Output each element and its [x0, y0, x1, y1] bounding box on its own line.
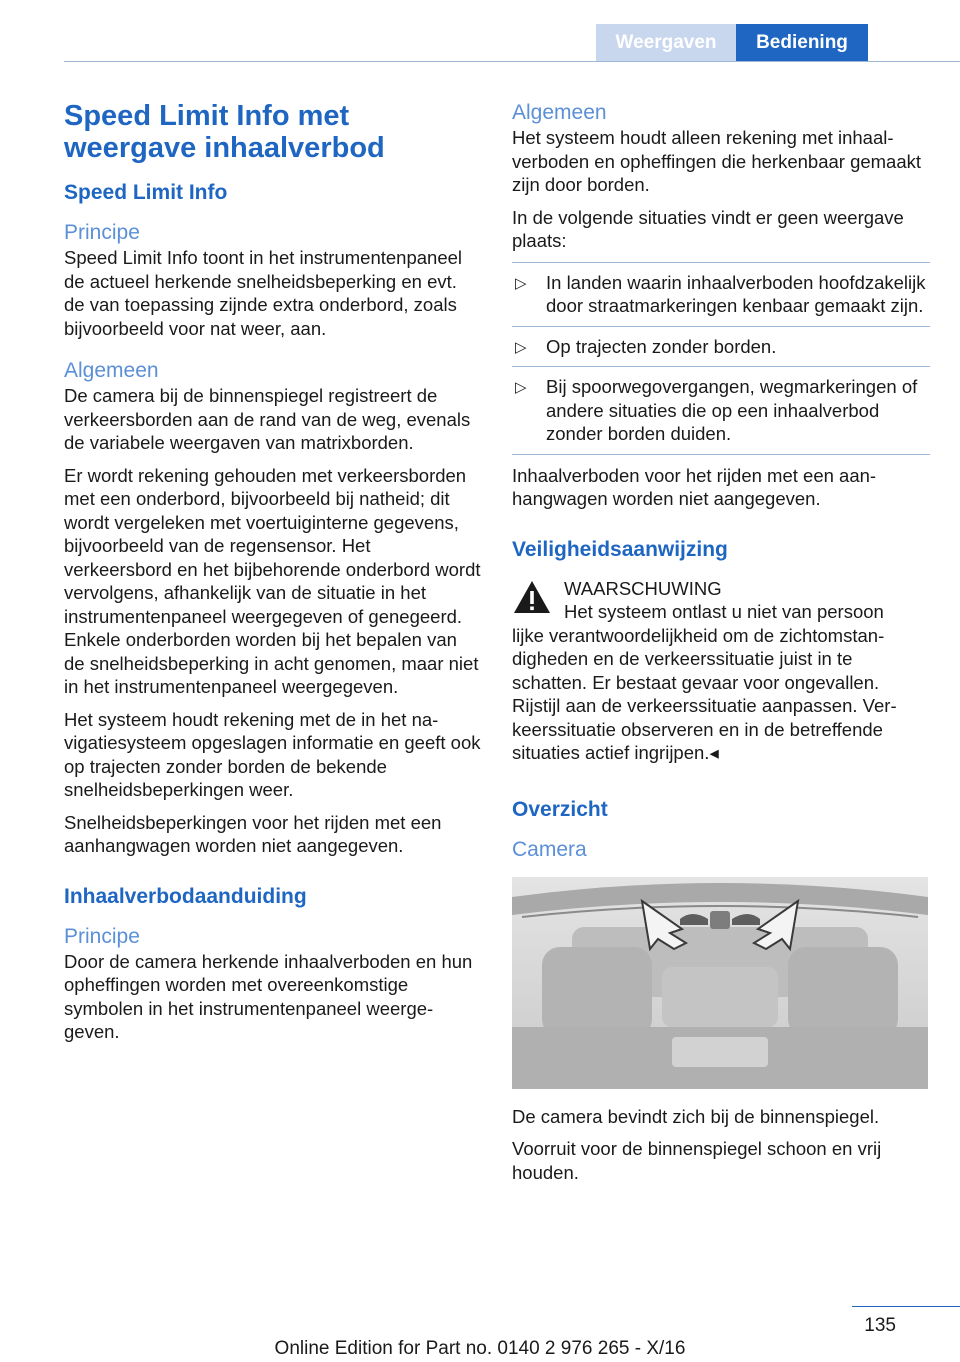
paragraph: Er wordt rekening gehouden met verkeersborden met een onderbord, bijvoorbeeld bij natheid; dit wordt vergeleken met voertuiginterne gegevens, bijvoorbeeld van de regensensor. Het verkeersbord en het bijbehorende onderbord wordt vervolgens, afhankelijk van de situatie in het instrumentenpaneel weergegeven of genegeerd. Enkele onderborden worden bij het bepalen van de snelheidsbeperking in acht genomen, maar niet in het instrumentenpaneel weergegeven. — [64, 464, 481, 697]
paragraph: De camera bevindt zich bij de binnenspiegel. — [512, 1105, 880, 1127]
paragraph: Inhaalverboden voor het rijden met een aanhangwagen worden niet aangegeven. — [512, 464, 877, 509]
header-rule — [64, 61, 960, 62]
heading-speed-limit-info: Speed Limit Info — [64, 181, 228, 204]
list-item — [512, 367, 930, 455]
warning-text: lijke verantwoordelijkheid om de zichtomstandigheden en de verkeerssituatie juist in te schatten. Er bestaat gevaar voor ongevallen. Rijstijl aan de verkeerssituatie aanpassen. Verkeerssituatie observeren en in de betreffende situaties actief ingrijpen.◂ — [512, 624, 897, 763]
paragraph: De camera bij de binnenspiegel registreert de verkeersborden aan de rand van de weg, evenals de variabele weergaven van matrixborden. — [64, 385, 471, 453]
heading-veiligheidsaanwijzing: Veiligheidsaanwijzing — [512, 537, 728, 561]
footer-edition-text: Online Edition for Part no. 0140 2 976 265 - X/16 — [274, 1338, 686, 1359]
heading-overzicht: Overzicht — [512, 797, 608, 821]
car-interior-illustration — [512, 877, 928, 1089]
triangle-bullet-icon: ▷ — [515, 379, 527, 396]
heading-inhaalverbodaanduiding: Inhaalverbodaanduiding — [64, 884, 307, 908]
triangle-bullet-icon: ▷ — [515, 338, 527, 356]
warning-label: WAARSCHUWING — [564, 577, 722, 599]
list-item-text: Op trajecten zonder borden. — [546, 335, 777, 357]
heading-camera: Camera — [512, 837, 587, 861]
warning-block — [512, 577, 930, 624]
paragraph: Het systeem houdt alleen rekening met inhaalverboden en opheffingen die herkenbaar gemaakt zijn door borden. — [512, 127, 922, 195]
right-column — [512, 100, 930, 1193]
warning-text: Het systeem ontlast u niet van persoon — [564, 601, 884, 622]
paragraph: Het systeem houdt rekening met de in het navigatiesysteem opgeslagen informatie en geeft ook op trajecten zonder borden de bekende snelheidsbeperkingen weer. — [64, 708, 481, 800]
list-item-text: In landen waarin inhaalverboden hoofdzakelijk door straatmarkeringen kenbaar gemaakt zijn. — [546, 271, 926, 316]
heading-principe: Principe — [64, 924, 140, 948]
page-title: Speed Limit Info met weergave inhaalverbod — [64, 100, 385, 164]
warning-triangle-icon — [512, 579, 552, 615]
heading-algemeen: Algemeen — [64, 359, 159, 382]
bullet-list — [512, 262, 930, 455]
paragraph: In de volgende situaties vindt er geen weergave plaats: — [512, 206, 904, 251]
footer-rule — [852, 1306, 960, 1307]
paragraph: Door de camera herkende inhaalverboden en hun opheffingen worden met overeenkomstige symbolen in het instrumentenpaneel weergegeven. — [64, 950, 473, 1042]
camera-interior-image — [512, 877, 928, 1089]
list-item — [512, 327, 930, 368]
left-column — [64, 100, 482, 1053]
tab-weergaven[interactable]: Weergaven — [596, 24, 736, 61]
paragraph: Snelheidsbeperkingen voor het rijden met een aanhangwagen worden niet aangegeven. — [64, 811, 442, 856]
list-item-text: Bij spoorwegovergangen, wegmarkeringen of andere situaties die op een inhaalverbod zonder borden duiden. — [546, 376, 918, 444]
heading-algemeen: Algemeen — [512, 101, 607, 124]
paragraph: Speed Limit Info toont in het instrumentenpaneel de actueel herkende snelheidsbeperking en evt. de van toepassing zijnde extra onderbord, zoals bijvoorbeeld voor nat weer, aan. — [64, 247, 463, 339]
tab-bediening[interactable]: Bediening — [736, 24, 868, 61]
heading-principe: Principe — [64, 221, 140, 244]
paragraph: Voorruit voor de binnenspiegel schoon en vrij houden. — [512, 1138, 882, 1183]
page-number: 135 — [864, 1315, 896, 1336]
triangle-bullet-icon: ▷ — [515, 274, 527, 292]
list-item — [512, 262, 930, 327]
